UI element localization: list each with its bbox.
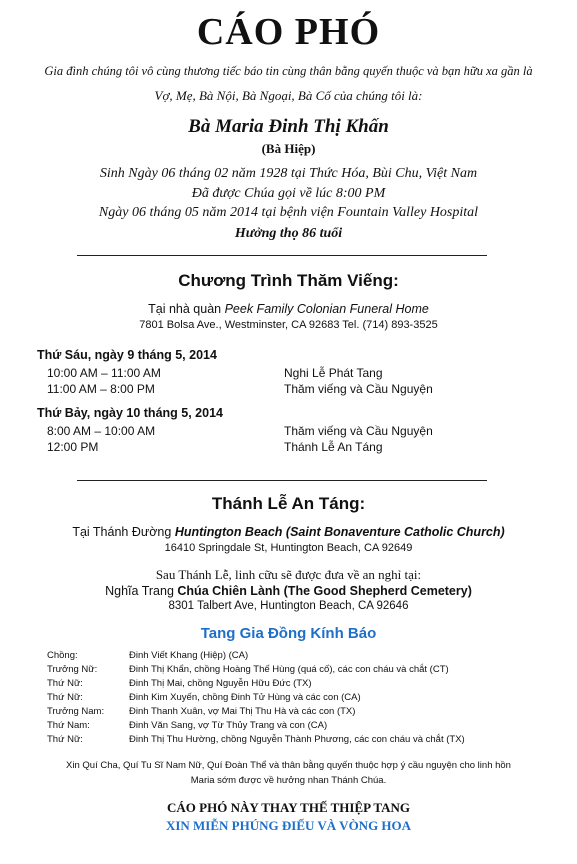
venue-address: 7801 Bolsa Ave., Westminster, CA 92683 Tel. (714) 893-3525 xyxy=(139,319,438,331)
visitation-title: Chương Trình Thăm Viếng: xyxy=(178,271,399,290)
church-name: Huntington Beach (Saint Bonaventure Catholic Church) xyxy=(174,525,505,539)
family-member-name: Đinh Thị Mai, chồng Nguyễn Hữu Đức (TX) xyxy=(129,678,312,689)
family-title: Tang Gia Đồng Kính Báo xyxy=(200,625,377,642)
family-relation: Trưởng Nam: xyxy=(47,706,105,717)
church-prefix: Tại Thánh Đường xyxy=(72,525,175,539)
schedule-time: 11:00 AM – 8:00 PM xyxy=(47,382,155,396)
deceased-nickname: (Bà Hiệp) xyxy=(261,141,316,156)
cemetery-prefix: Nghĩa Trang xyxy=(105,584,178,598)
family-member-name: Đinh Viết Khang (Hiệp) (CA) xyxy=(129,650,249,661)
venue-name: Peek Family Colonian Funeral Home xyxy=(224,302,429,316)
cemetery-name: Chúa Chiên Lành (The Good Shepherd Cemetery) xyxy=(177,584,472,598)
day-label: Thứ Sáu, ngày 9 tháng 5, 2014 xyxy=(37,348,217,362)
death-time: Đã được Chúa gọi về lúc 8:00 PM xyxy=(191,186,386,201)
birth-info: Sinh Ngày 06 tháng 02 năm 1928 tại Thức Hóa, Bùi Chu, Việt Nam xyxy=(99,166,478,181)
closing-line-2: Maria sớm được về hưởng nhan Thánh Chúa. xyxy=(190,775,387,786)
family-relation: Thứ Nam: xyxy=(47,720,90,731)
schedule-time: 12:00 PM xyxy=(47,440,99,454)
schedule-event: Thăm viếng và Cầu Nguyện xyxy=(284,424,433,438)
age-info: Hưởng thọ 86 tuổi xyxy=(234,226,343,241)
deceased-name: Bà Maria Đinh Thị Khấn xyxy=(188,116,389,137)
family-member-name: Đinh Thị Khẩn, chồng Hoàng Thế Hùng (quá cố), các con cháu và chắt (CT) xyxy=(129,664,449,675)
church-address: 16410 Springdale St, Huntington Beach, CA 92649 xyxy=(164,542,413,554)
cemetery-line xyxy=(0,584,577,598)
final-notice-2: XIN MIỄN PHÚNG ĐIẾU VÀ VÒNG HOA xyxy=(165,818,412,833)
venue-prefix: Tại nhà quàn xyxy=(148,302,225,316)
family-member-name: Đinh Thanh Xuân, vợ Mai Thị Thu Hà và các con (TX) xyxy=(129,706,356,717)
day-label: Thứ Bảy, ngày 10 tháng 5, 2014 xyxy=(37,406,223,420)
visitation-venue xyxy=(0,302,577,316)
family-relation: Thứ Nữ: xyxy=(47,678,83,689)
intro-line-1: Gia đình chúng tôi vô cùng thương tiếc báo tin cùng thân bằng quyến thuộc và bạn hữu xa gần là xyxy=(44,64,533,78)
schedule-time: 10:00 AM – 11:00 AM xyxy=(47,366,161,380)
cemetery-address: 8301 Talbert Ave, Huntington Beach, CA 92646 xyxy=(168,600,409,612)
family-relation: Chồng: xyxy=(47,650,78,661)
family-member-name: Đinh Thị Thu Hường, chồng Nguyễn Thành Phương, các con cháu và chắt (TX) xyxy=(129,734,465,745)
schedule-event: Thánh Lễ An Táng xyxy=(284,440,383,454)
family-member-name: Đinh Kim Xuyến, chồng Đinh Tử Hùng và các con (CA) xyxy=(129,692,361,703)
death-date-place: Ngày 06 tháng 05 năm 2014 tại bệnh viện Fountain Valley Hospital xyxy=(98,205,479,220)
schedule-time: 8:00 AM – 10:00 AM xyxy=(47,424,156,438)
intro-line-2: Vợ, Mẹ, Bà Nội, Bà Ngoại, Bà Cố của chúng tôi là: xyxy=(154,88,423,103)
family-member-name: Đinh Văn Sang, vợ Từ Thủy Trang và con (CA) xyxy=(129,720,328,731)
family-relation: Trưởng Nữ: xyxy=(47,664,98,675)
schedule-event: Nghi Lễ Phát Tang xyxy=(284,366,383,380)
schedule-event: Thăm viếng và Cầu Nguyện xyxy=(284,382,433,396)
funeral-mass-title: Thánh Lễ An Táng: xyxy=(211,494,366,513)
family-relation: Thứ Nữ: xyxy=(47,734,83,745)
family-relation: Thứ Nữ: xyxy=(47,692,83,703)
church-line xyxy=(0,525,577,539)
after-mass-note: Sau Thánh Lễ, linh cữu sẽ được đưa về an nghỉ tại: xyxy=(155,567,422,582)
page-title: CÁO PHÓ xyxy=(196,11,381,53)
final-notice-1: CÁO PHÓ NÀY THAY THẾ THIỆP TANG xyxy=(167,800,410,815)
closing-line-1: Xin Quí Cha, Quí Tu Sĩ Nam Nữ, Quí Đoàn Thể và thân bằng quyến thuộc hợp ý cầu nguyện cho linh hồn xyxy=(66,760,511,771)
divider xyxy=(77,255,487,256)
divider xyxy=(77,480,487,481)
